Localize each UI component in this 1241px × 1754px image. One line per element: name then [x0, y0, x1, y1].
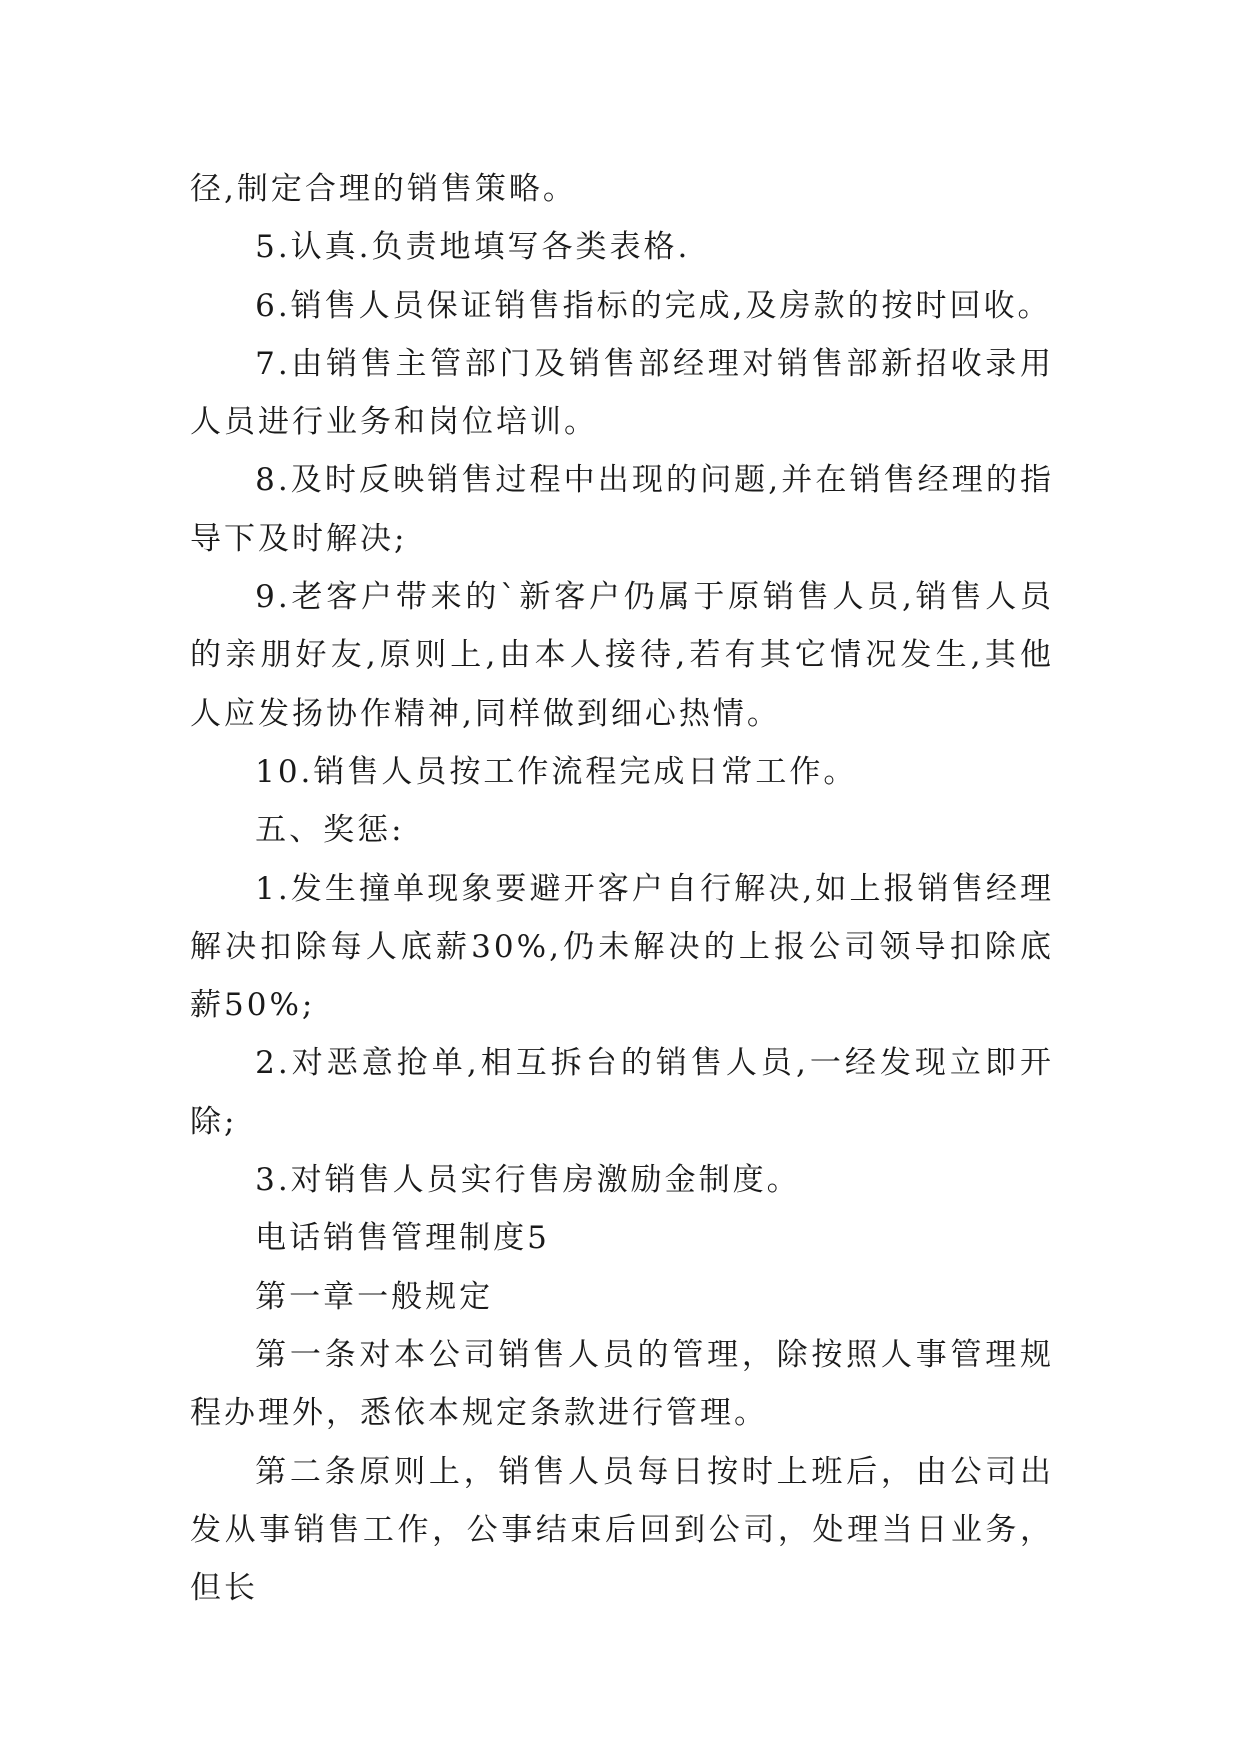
section-heading-rewards: 五、奖惩: [255, 812, 405, 849]
paragraph-reward-1: 1.发生撞单现象要避开客户自行解决,如上报销售经理解决扣除每人底薪30%,仍未解决的上报公司领导扣除底薪50%; [190, 870, 1054, 1024]
article-2: 第二条原则上，销售人员每日按时上班后，由公司出发从事销售工作，公事结束后回到公司，处理当日业务，但长 [190, 1453, 1054, 1607]
paragraph-item-6: 6.销售人员保证销售指标的完成,及房款的按时回收。 [255, 287, 1052, 324]
article-1: 第一条对本公司销售人员的管理，除按照人事管理规程办理外，悉依本规定条款进行管理。 [190, 1336, 1054, 1432]
document-title: 电话销售管理制度5 [255, 1220, 550, 1257]
paragraph-item-8: 8.及时反映销售过程中出现的问题,并在销售经理的指导下及时解决; [190, 462, 1054, 557]
paragraph-item-9: 9.老客户带来的`新客户仍属于原销售人员,销售人员的亲朋好友,原则上,由本人接待,若有其它情况发生,其他人应发扬协作精神,同样做到细心热情。 [190, 579, 1054, 732]
paragraph-reward-3: 3.对销售人员实行售房激励金制度。 [255, 1162, 801, 1199]
paragraph-item-5: 5.认真.负责地填写各类表格. [255, 229, 691, 266]
paragraph-reward-2: 2.对恶意抢单,相互拆台的销售人员,一经发现立即开除; [190, 1045, 1054, 1140]
chapter-heading: 第一章一般规定 [255, 1278, 494, 1315]
paragraph-item-7: 7.由销售主管部门及销售部经理对销售部新招收录用人员进行业务和岗位培训。 [190, 345, 1054, 441]
paragraph-continuation: 径,制定合理的销售策略。 [190, 171, 577, 207]
paragraph-item-10: 10.销售人员按工作流程完成日常工作。 [255, 753, 858, 790]
document-body [190, 160, 1054, 1617]
